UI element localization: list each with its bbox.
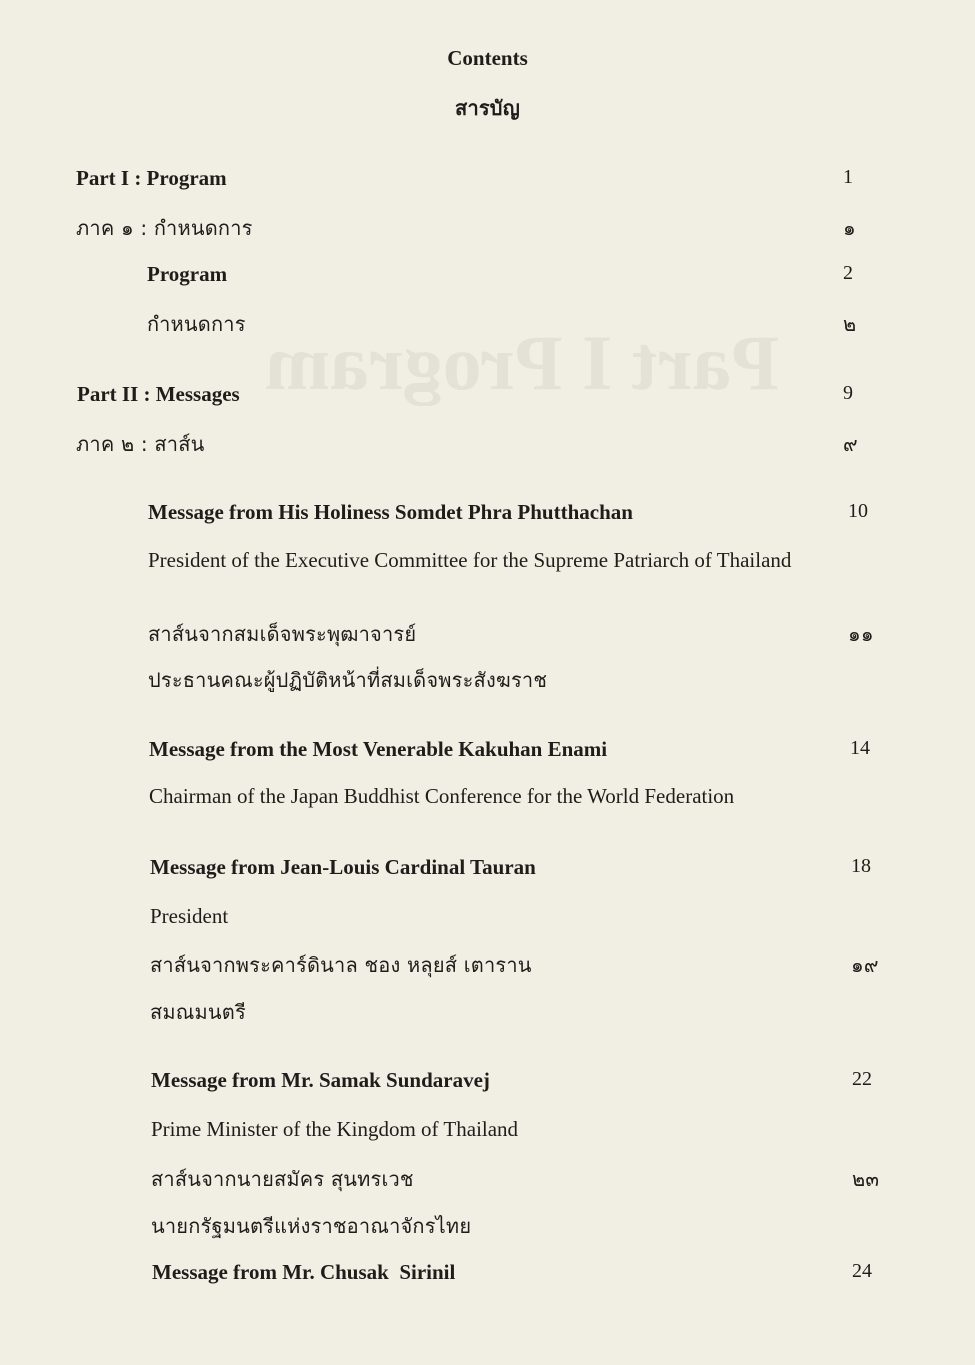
- toc-entry-subtitle-thai: [0, 1210, 975, 1246]
- toc-entry-subtitle: [0, 548, 975, 584]
- entry-label: Message from Mr. Chusak Sirinil: [152, 1260, 456, 1284]
- entry-page-number: ๑๑: [848, 622, 874, 646]
- show-through-heading: Part I Program: [265, 319, 780, 406]
- entry-label: ภาค ๒ : สาส์น: [76, 432, 205, 456]
- entry-label: Message from Jean-Louis Cardinal Tauran: [150, 855, 536, 879]
- toc-entry-message-phutthachan: [0, 500, 975, 536]
- toc-entry-subtitle-thai: [0, 664, 975, 700]
- toc-entry-part-2-thai: [0, 428, 975, 464]
- toc-entry-subtitle: [0, 1117, 975, 1153]
- entry-subtitle: ประธานคณะผู้ปฏิบัติหน้าที่สมเด็จพระสังฆราช: [148, 668, 548, 692]
- page-title-thai: สารบัญ: [455, 96, 520, 120]
- entry-label: Message from the Most Venerable Kakuhan Enami: [149, 737, 608, 761]
- entry-label: Part II : Messages: [77, 382, 240, 406]
- entry-subtitle: Chairman of the Japan Buddhist Conference for the World Federation: [149, 784, 735, 808]
- entry-page-number: 14: [850, 737, 870, 759]
- toc-entry-program-thai: [0, 308, 975, 344]
- entry-subtitle: สมณมนตรี: [150, 1000, 246, 1024]
- entry-page-number: 1: [843, 166, 853, 188]
- toc-entry-part-1: [0, 166, 975, 202]
- entry-page-number: ๑: [843, 216, 856, 240]
- entry-subtitle: President of the Executive Committee for the Supreme Patriarch of Thailand: [148, 548, 792, 572]
- entry-page-number: ๑๙: [851, 953, 879, 977]
- entry-page-number: ๒๓: [852, 1167, 880, 1191]
- toc-entry-message-phutthachan-thai: [0, 618, 975, 654]
- entry-page-number: 18: [851, 855, 871, 877]
- entry-page-number: ๙: [843, 432, 858, 456]
- toc-entry-message-chusak: [0, 1260, 975, 1296]
- entry-label: Message from His Holiness Somdet Phra Phutthachan: [148, 500, 633, 524]
- entry-page-number: 9: [843, 382, 853, 404]
- toc-entry-message-tauran-thai: [0, 949, 975, 985]
- entry-page-number: ๒: [843, 312, 857, 336]
- entry-label: Program: [147, 262, 228, 286]
- entry-subtitle: Prime Minister of the Kingdom of Thailand: [151, 1117, 519, 1141]
- entry-label: Part I : Program: [76, 166, 227, 190]
- toc-entry-part-2: [0, 382, 975, 418]
- toc-entry-message-enami: [0, 737, 975, 773]
- entry-page-number: 10: [848, 500, 868, 522]
- entry-label: ภาค ๑ : กำหนดการ: [76, 216, 253, 240]
- entry-label: สาส์นจากนายสมัคร สุนทรเวช: [151, 1167, 414, 1191]
- entry-subtitle: President: [150, 904, 229, 928]
- entry-label: สาส์นจากสมเด็จพระพุฒาจารย์: [148, 622, 417, 646]
- toc-entry-part-1-thai: [0, 212, 975, 248]
- entry-label: กำหนดการ: [147, 312, 246, 336]
- page-title: Contents: [447, 46, 528, 70]
- toc-entry-subtitle-thai: [0, 996, 975, 1032]
- entry-label: Message from Mr. Samak Sundaravej: [151, 1068, 490, 1092]
- entry-page-number: 2: [843, 262, 853, 284]
- toc-entry-subtitle: [0, 784, 975, 820]
- toc-entry-message-samak-thai: [0, 1163, 975, 1199]
- toc-entry-message-samak: [0, 1068, 975, 1104]
- toc-entry-program: [0, 262, 975, 298]
- toc-entry-message-tauran: [0, 855, 975, 891]
- toc-entry-subtitle: [0, 904, 975, 940]
- entry-label: สาส์นจากพระคาร์ดินาล ชอง หลุยส์ เตาราน: [150, 953, 532, 977]
- entry-subtitle: นายกรัฐมนตรีแห่งราชอาณาจักรไทย: [151, 1214, 472, 1238]
- entry-page-number: 22: [852, 1068, 872, 1090]
- entry-page-number: 24: [852, 1260, 872, 1282]
